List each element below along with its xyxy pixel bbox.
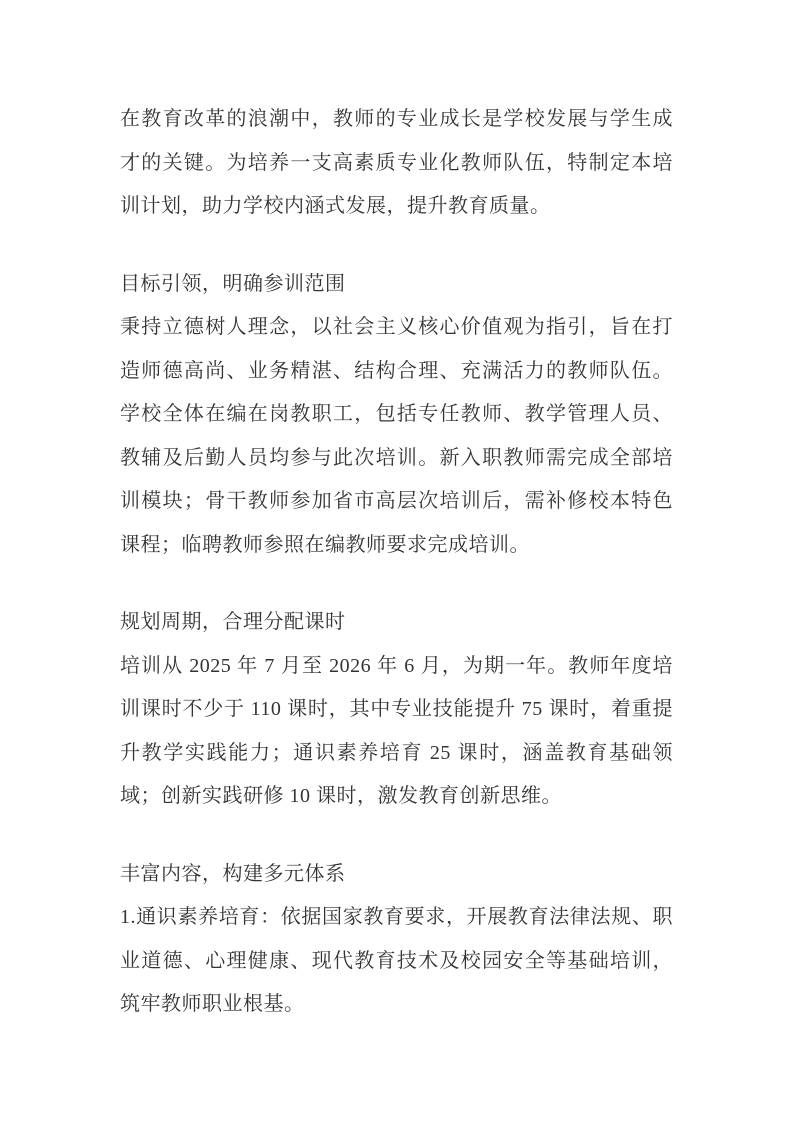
section-heading: 丰富内容，构建多元体系 bbox=[120, 862, 346, 885]
section-body: 1.通识素养培育：依据国家教育要求，开展教育法律法规、职业道德、心理健康、现代教育技术及校园安全等基础培训，筑牢教师职业根基。 bbox=[120, 906, 673, 1015]
section-heading: 目标引领，明确参训范围 bbox=[120, 272, 346, 295]
section-heading: 规划周期，合理分配课时 bbox=[120, 611, 346, 633]
section-body: 培训从 2025 年 7 月至 2026 年 6 月，为期一年。教师年度培训课时不少于 110 课时，其中专业技能提升 75 课时，着重提升教学实践能力；通识素养培育 25 课时，涵盖教育基础领域；创新实践研修 10 课时，激发教育创新思维。 bbox=[120, 654, 673, 807]
section-participation bbox=[120, 263, 673, 568]
section-schedule bbox=[120, 601, 673, 819]
section-curriculum bbox=[120, 853, 673, 1027]
section-body: 秉持立德树人理念，以社会主义核心价值观为指引，旨在打造师德高尚、业务精湛、结构合理、充满活力的教师队伍。学校全体在编在岗教职工，包括专任教师、教学管理人员、教辅及后勤人员均参与此次培训。新入职教师需完成全部培训模块；骨干教师参加省市高层次培训后，需补修校本特色课程；临聘教师参照在编教师要求完成培训。 bbox=[120, 316, 673, 556]
intro-paragraph: 在教育改革的浪潮中，教师的专业成长是学校发展与学生成才的关键。为培养一支高素质专业化教师队伍，特制定本培训计划，助力学校内涵式发展，提升教育质量。 bbox=[120, 108, 673, 217]
